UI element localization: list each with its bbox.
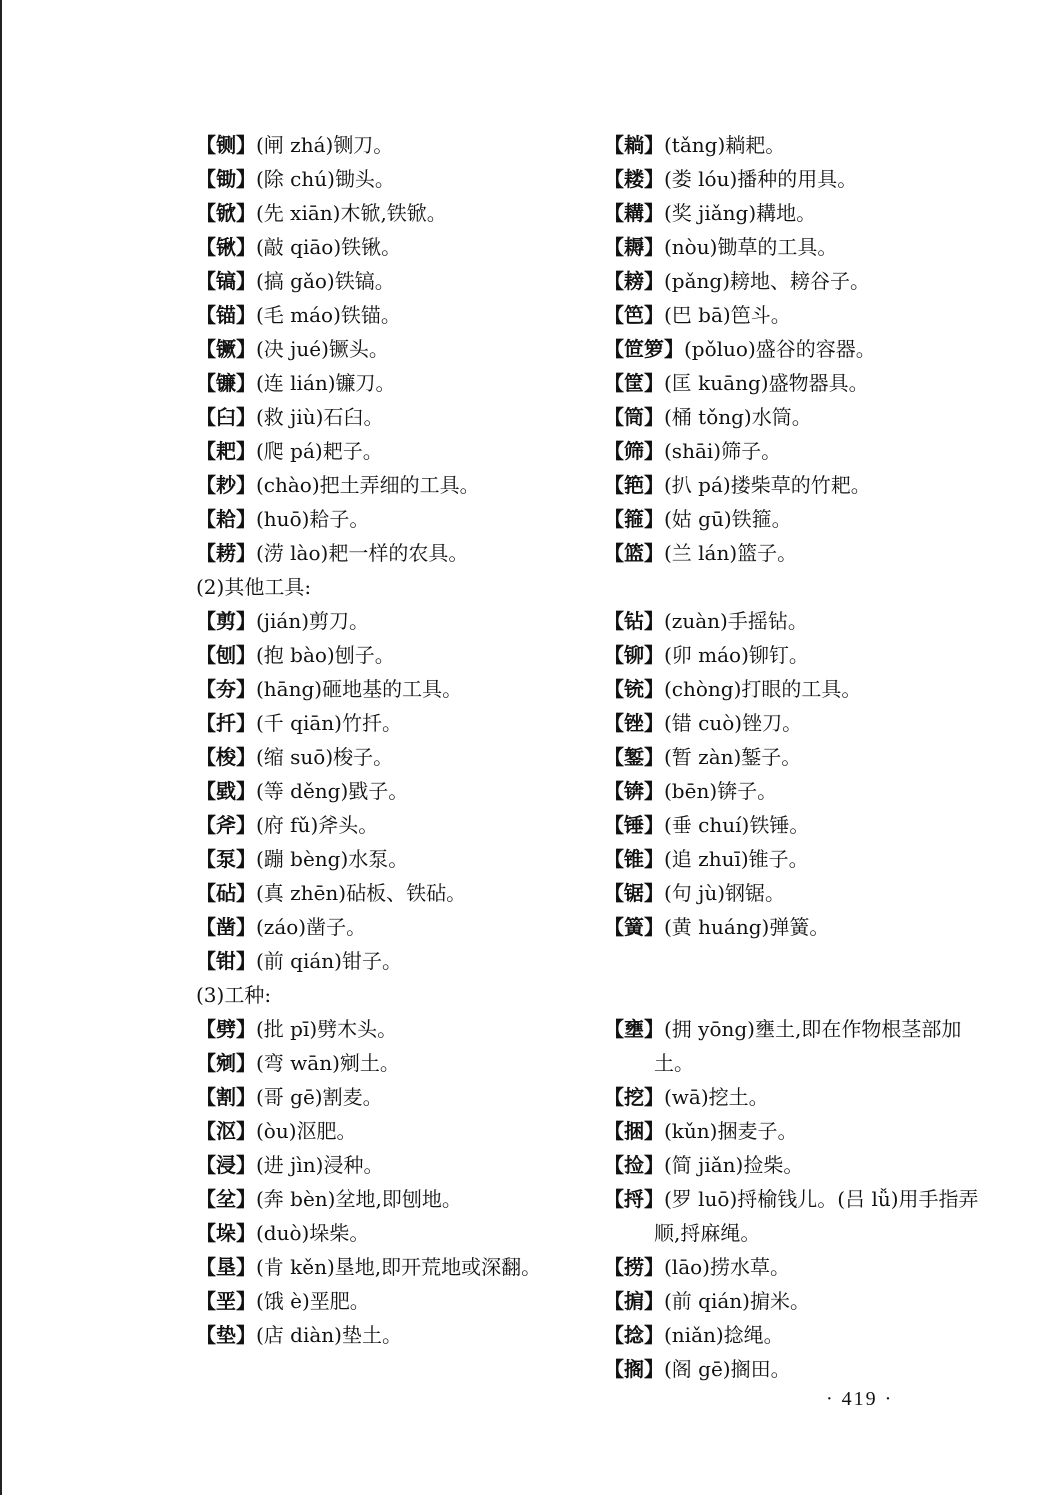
dictionary-entry (196, 298, 576, 332)
dictionary-entry (604, 128, 984, 162)
entry-definition: (追 zhuī)锥子。 (664, 847, 809, 871)
entry-headword: 【垦】 (196, 1255, 256, 1279)
entry-headword: 【錾】 (604, 745, 664, 769)
entry-headword: 【剜】 (196, 1051, 256, 1075)
section-heading: (2)其他工具: (196, 575, 312, 599)
dictionary-entry (604, 400, 984, 434)
dictionary-entry (196, 1318, 576, 1352)
dictionary-entry (196, 536, 576, 570)
dictionary-entry (604, 876, 984, 910)
dictionary-entry (604, 1318, 984, 1352)
dictionary-entry (196, 400, 576, 434)
entry-definition: (缩 suō)梭子。 (256, 745, 394, 769)
dictionary-entry (604, 1148, 984, 1182)
dictionary-entry (196, 706, 576, 740)
entry-definition: (tǎng)耥耙。 (664, 133, 786, 157)
dictionary-entry (196, 910, 576, 944)
entry-headword: 【耙】 (196, 439, 256, 463)
entry-definition: (先 xiān)木锨,铁锨。 (256, 201, 447, 225)
entry-headword: 【钻】 (604, 609, 664, 633)
entry-definition: (前 qián)钳子。 (256, 949, 402, 973)
dictionary-entry (196, 876, 576, 910)
dictionary-entry (604, 808, 984, 842)
entry-definition: (扒 pá)搂柴草的竹耙。 (664, 473, 871, 497)
entry-definition: (nòu)锄草的工具。 (664, 235, 838, 259)
entry-headword: 【捆】 (604, 1119, 664, 1143)
entry-definition: (奖 jiǎng)耩地。 (664, 201, 817, 225)
dictionary-entry (604, 1284, 984, 1318)
entry-definition: (阁 gē)搁田。 (664, 1357, 791, 1381)
dictionary-entry (196, 1216, 576, 1250)
entry-definition: (niǎn)捻绳。 (664, 1323, 784, 1347)
entry-definition: (罗 luō)捋榆钱儿。(吕 lǚ)用手指弄顺,捋麻绳。 (654, 1187, 979, 1245)
dictionary-entry (604, 638, 984, 672)
dictionary-entry (196, 468, 576, 502)
dictionary-entry (196, 944, 576, 978)
dictionary-entry (196, 1080, 576, 1114)
entry-headword: 【箍】 (604, 507, 664, 531)
entry-headword: 【垛】 (196, 1221, 256, 1245)
entry-definition: (哥 gē)割麦。 (256, 1085, 383, 1109)
entry-headword: 【篮】 (604, 541, 664, 565)
entry-definition: (蹦 bèng)水泵。 (256, 847, 409, 871)
entry-headword: 【锨】 (196, 201, 256, 225)
entry-definition: (除 chú)锄头。 (256, 167, 395, 191)
entry-headword: 【笸箩】 (604, 337, 684, 361)
entry-definition: (简 jiǎn)捡柴。 (664, 1153, 804, 1177)
entry-definition: (饿 è)垩肥。 (256, 1289, 370, 1313)
entry-definition: (涝 lào)耙一样的农具。 (256, 541, 469, 565)
entry-headword: 【耪】 (604, 269, 664, 293)
entry-headword: 【筐】 (604, 371, 664, 395)
dictionary-entry (604, 264, 984, 298)
entry-definition: (批 pī)劈木头。 (256, 1017, 398, 1041)
section-heading: (3)工种: (196, 983, 272, 1007)
entry-headword: 【浸】 (196, 1153, 256, 1177)
entry-headword: 【耨】 (604, 235, 664, 259)
entry-definition: (闸 zhá)铡刀。 (256, 133, 394, 157)
entry-headword: 【簧】 (604, 915, 664, 939)
entry-headword: 【臼】 (196, 405, 256, 429)
dictionary-entry (604, 162, 984, 196)
dictionary-entry (196, 672, 576, 706)
dictionary-entry (196, 264, 576, 298)
entry-definition: (毛 máo)铁锚。 (256, 303, 401, 327)
entry-headword: 【斧】 (196, 813, 256, 837)
dictionary-entry (604, 434, 984, 468)
entry-definition: (暂 zàn)錾子。 (664, 745, 802, 769)
dictionary-entry (196, 604, 576, 638)
dictionary-entry (196, 1250, 591, 1284)
entry-headword: 【镢】 (196, 337, 256, 361)
entry-definition: (záo)凿子。 (256, 915, 367, 939)
entry-definition: (巴 bā)笆斗。 (664, 303, 791, 327)
entry-definition: (弯 wān)剜土。 (256, 1051, 400, 1075)
entry-headword: 【镐】 (196, 269, 256, 293)
entry-headword: 【耖】 (196, 473, 256, 497)
dictionary-entry (196, 434, 576, 468)
dictionary-entry (196, 1114, 576, 1148)
dictionary-entry (196, 502, 576, 536)
entry-definition: (进 jìn)浸种。 (256, 1153, 384, 1177)
entry-headword: 【刨】 (196, 643, 256, 667)
entry-headword: 【砧】 (196, 881, 256, 905)
dictionary-entry (196, 332, 576, 366)
dictionary-entry (604, 740, 984, 774)
dictionary-entry (604, 774, 984, 808)
entry-headword: 【挖】 (604, 1085, 664, 1109)
entry-headword: 【壅】 (604, 1017, 664, 1041)
page-number: · 419 · (826, 1388, 894, 1410)
entry-definition: (卯 máo)铆钉。 (664, 643, 809, 667)
dictionary-entry (196, 1046, 576, 1080)
entry-headword: 【钳】 (196, 949, 256, 973)
entry-headword: 【锹】 (196, 235, 256, 259)
entry-headword: 【沤】 (196, 1119, 256, 1143)
entry-definition: (wā)挖土。 (664, 1085, 769, 1109)
dictionary-entry (604, 468, 984, 502)
dictionary-entry (604, 1080, 984, 1114)
entry-headword: 【耧】 (604, 167, 664, 191)
entry-definition: (娄 lóu)播种的用具。 (664, 167, 858, 191)
dictionary-entry (604, 366, 984, 400)
entry-definition: (决 jué)镢头。 (256, 337, 389, 361)
dictionary-entry (196, 366, 576, 400)
dictionary-entry (604, 706, 984, 740)
entry-headword: 【耢】 (196, 541, 256, 565)
entry-headword: 【捻】 (604, 1323, 664, 1347)
dictionary-entry (196, 1182, 576, 1216)
dictionary-entry (604, 298, 984, 332)
entry-definition: (huō)耠子。 (256, 507, 370, 531)
entry-headword: 【垫】 (196, 1323, 256, 1347)
entry-definition: (抱 bào)刨子。 (256, 643, 395, 667)
dictionary-entry (196, 1284, 576, 1318)
entry-definition: (错 cuò)锉刀。 (664, 711, 803, 735)
entry-definition: (前 qián)掮米。 (664, 1289, 810, 1313)
entry-headword: 【筛】 (604, 439, 664, 463)
entry-headword: 【掮】 (604, 1289, 664, 1313)
dictionary-entry (604, 230, 984, 264)
dictionary-entry (196, 842, 576, 876)
dictionary-entry (196, 1012, 576, 1046)
dictionary-entry (604, 672, 984, 706)
dictionary-entry (196, 774, 576, 808)
dictionary-entry (196, 740, 576, 774)
entry-definition: (jián)剪刀。 (256, 609, 370, 633)
dictionary-entry (604, 842, 984, 876)
entry-definition: (真 zhēn)砧板、铁砧。 (256, 881, 467, 905)
entry-headword: 【铡】 (196, 133, 256, 157)
entry-definition: (黄 huáng)弹簧。 (664, 915, 830, 939)
dictionary-entry (196, 1148, 576, 1182)
dictionary-entry (604, 332, 984, 366)
entry-headword: 【凿】 (196, 915, 256, 939)
entry-headword: 【筢】 (604, 473, 664, 497)
entry-headword: 【夯】 (196, 677, 256, 701)
dictionary-entry (604, 910, 984, 944)
entry-definition: (奔 bèn)坌地,即刨地。 (256, 1187, 462, 1211)
entry-definition: (姑 gū)铁箍。 (664, 507, 792, 531)
entry-definition: (chào)把土弄细的工具。 (256, 473, 480, 497)
entry-definition: (duò)垛柴。 (256, 1221, 370, 1245)
entry-headword: 【镰】 (196, 371, 256, 395)
entry-headword: 【铳】 (604, 677, 664, 701)
entry-definition: (pǒluo)盛谷的容器。 (684, 337, 876, 361)
dictionary-entry (604, 536, 984, 570)
dictionary-entry (604, 1352, 984, 1386)
entry-headword: 【扦】 (196, 711, 256, 735)
entry-definition: (兰 lán)篮子。 (664, 541, 798, 565)
page-edge (0, 0, 2, 1495)
dictionary-entry (196, 128, 576, 162)
entry-headword: 【捡】 (604, 1153, 664, 1177)
entry-headword: 【锉】 (604, 711, 664, 735)
entry-definition: (lāo)捞水草。 (664, 1255, 790, 1279)
entry-headword: 【捞】 (604, 1255, 664, 1279)
entry-headword: 【锚】 (196, 303, 256, 327)
entry-headword: 【锄】 (196, 167, 256, 191)
dictionary-entry (604, 1012, 999, 1080)
dictionary-entry (604, 1114, 984, 1148)
entry-headword: 【割】 (196, 1085, 256, 1109)
entry-definition: (等 děng)戥子。 (256, 779, 409, 803)
right-column (604, 128, 984, 1386)
dictionary-entry (604, 502, 984, 536)
dictionary-entry (604, 1182, 999, 1250)
entry-headword: 【戥】 (196, 779, 256, 803)
entry-headword: 【搁】 (604, 1357, 664, 1381)
dictionary-entry (196, 230, 576, 264)
entry-definition: (肯 kěn)垦地,即开荒地或深翻。 (256, 1255, 542, 1279)
entry-headword: 【劈】 (196, 1017, 256, 1041)
entry-definition: (千 qiān)竹扦。 (256, 711, 402, 735)
entry-definition: (pǎng)耪地、耪谷子。 (664, 269, 871, 293)
entry-definition: (府 fǔ)斧头。 (256, 813, 379, 837)
entry-headword: 【锛】 (604, 779, 664, 803)
entry-headword: 【耩】 (604, 201, 664, 225)
entry-headword: 【笆】 (604, 303, 664, 327)
entry-headword: 【耠】 (196, 507, 256, 531)
entry-headword: 【铆】 (604, 643, 664, 667)
dictionary-entry (604, 1250, 984, 1284)
entry-definition: (救 jiù)石臼。 (256, 405, 384, 429)
entry-definition: (匡 kuāng)盛物器具。 (664, 371, 869, 395)
entry-headword: 【筒】 (604, 405, 664, 429)
entry-definition: (hāng)砸地基的工具。 (256, 677, 463, 701)
entry-headword: 【垩】 (196, 1289, 256, 1313)
section-spacer (604, 944, 984, 1012)
entry-definition: (搞 gǎo)铁镐。 (256, 269, 395, 293)
entry-definition: (zuàn)手摇钻。 (664, 609, 808, 633)
entry-definition: (连 lián)镰刀。 (256, 371, 396, 395)
entry-headword: 【泵】 (196, 847, 256, 871)
entry-definition: (垂 chuí)铁锤。 (664, 813, 810, 837)
dictionary-entry (196, 162, 576, 196)
section-spacer (604, 570, 984, 604)
entry-headword: 【锯】 (604, 881, 664, 905)
entry-headword: 【剪】 (196, 609, 256, 633)
entry-definition: (桶 tǒng)水筒。 (664, 405, 812, 429)
entry-definition: (店 diàn)垫土。 (256, 1323, 402, 1347)
entry-definition: (òu)沤肥。 (256, 1119, 357, 1143)
entry-headword: 【锤】 (604, 813, 664, 837)
entry-definition: (kǔn)捆麦子。 (664, 1119, 798, 1143)
left-column (196, 128, 576, 1352)
entry-definition: (句 jù)钢锯。 (664, 881, 786, 905)
entry-definition: (bēn)锛子。 (664, 779, 778, 803)
entry-definition: (chòng)打眼的工具。 (664, 677, 862, 701)
entry-headword: 【捋】 (604, 1187, 664, 1211)
dictionary-entry (196, 638, 576, 672)
entry-headword: 【坌】 (196, 1187, 256, 1211)
entry-headword: 【耥】 (604, 133, 664, 157)
dictionary-entry (196, 808, 576, 842)
entry-definition: (爬 pá)耙子。 (256, 439, 383, 463)
entry-headword: 【梭】 (196, 745, 256, 769)
dictionary-entry (196, 196, 576, 230)
entry-headword: 【锥】 (604, 847, 664, 871)
entry-definition: (敲 qiāo)铁锹。 (256, 235, 402, 259)
entry-definition: (shāi)筛子。 (664, 439, 782, 463)
entry-definition: (拥 yōng)壅土,即在作物根茎部加土。 (654, 1017, 962, 1075)
dictionary-entry (604, 196, 984, 230)
dictionary-entry (604, 604, 984, 638)
